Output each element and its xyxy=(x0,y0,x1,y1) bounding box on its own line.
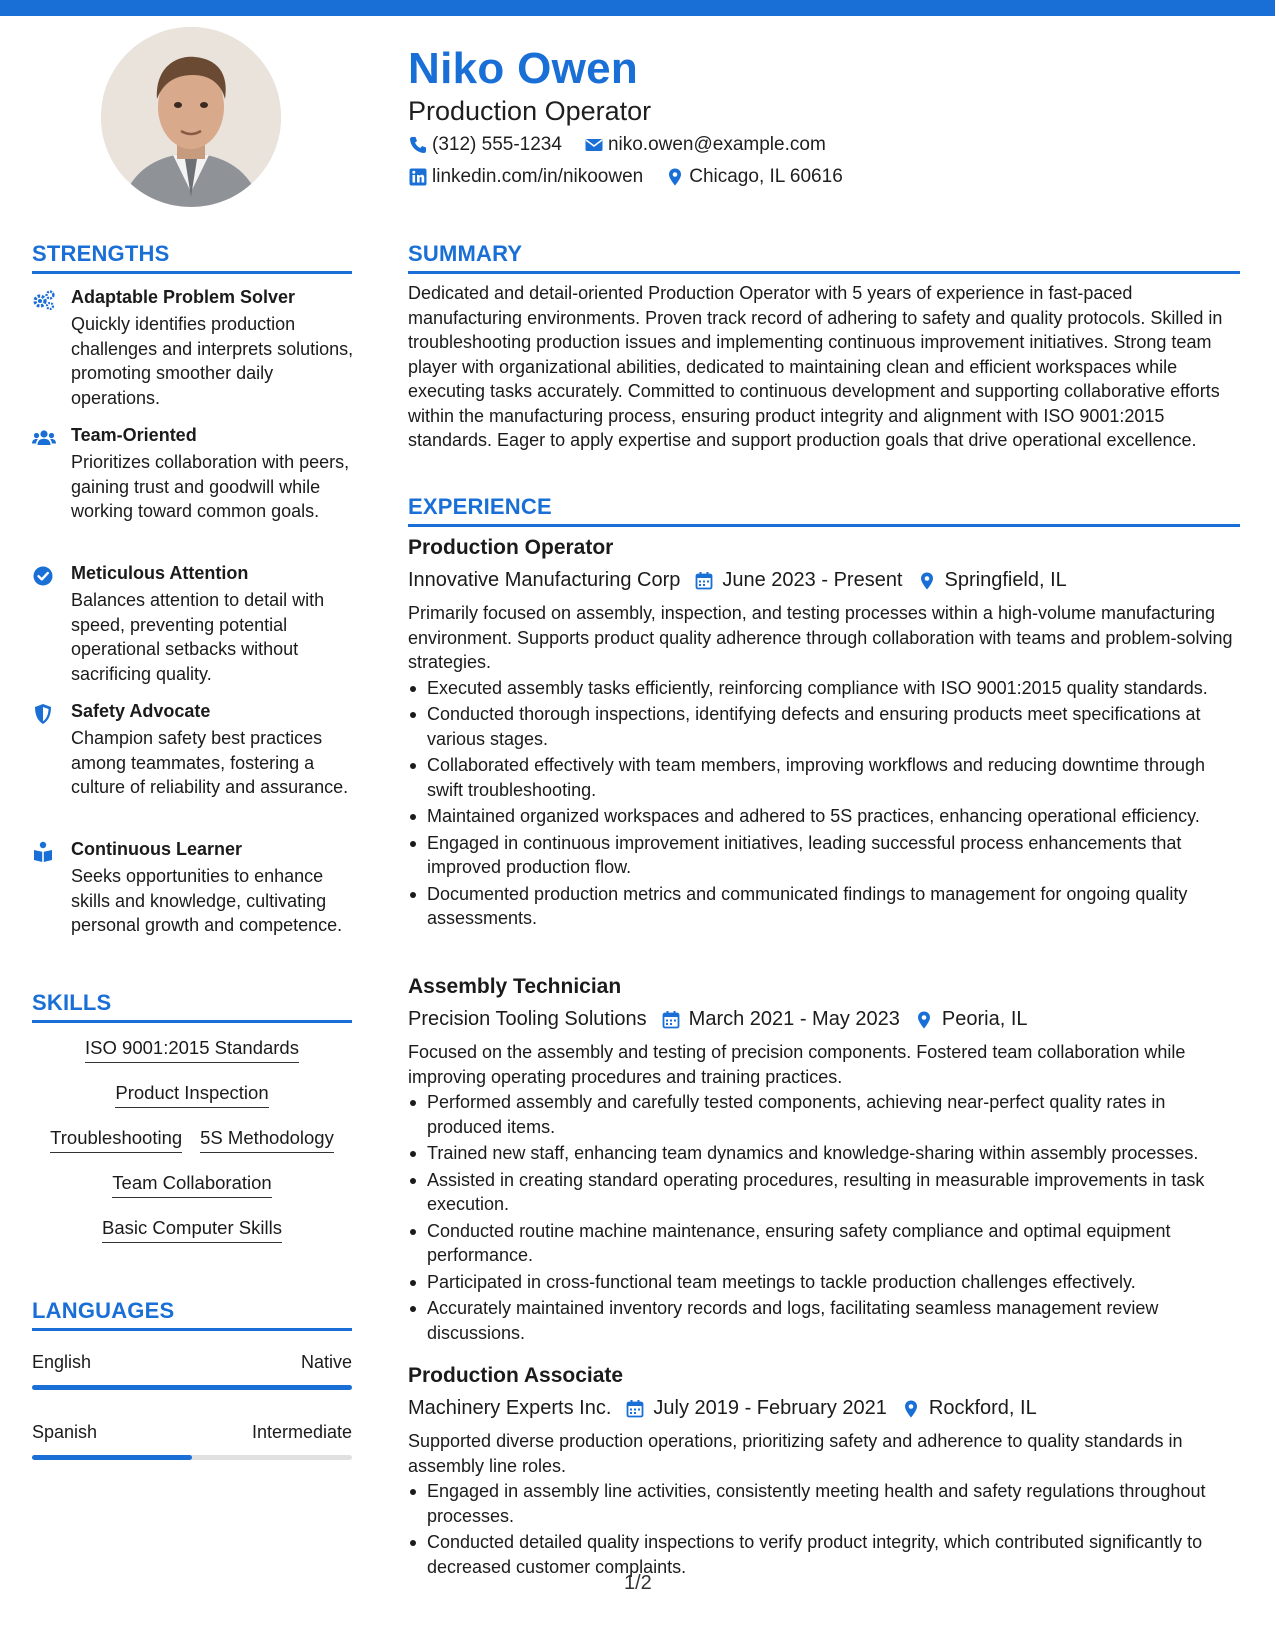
language-item xyxy=(32,1352,352,1390)
job-title: Assembly Technician xyxy=(408,975,622,998)
language-level: Native xyxy=(300,1352,352,1372)
strengths-divider xyxy=(32,271,352,274)
strength-desc: Champion safety best practices among teammates, fostering a culture of reliability and assurance. xyxy=(71,728,349,797)
linkedin-text[interactable]: linkedin.com/in/nikoowen xyxy=(432,166,644,187)
job-description: Focused on the assembly and testing of precision components. Fostered team collaboration while improving operating procedures and training practices. xyxy=(408,1042,1186,1087)
proficiency-bar xyxy=(32,1385,352,1390)
language-level: Intermediate xyxy=(251,1422,352,1442)
job-meta xyxy=(408,1008,1240,1031)
bullet-item: Conducted routine machine maintenance, ensuring safety compliance and optimal equipment performance. xyxy=(408,1219,1240,1268)
bullet-item: Conducted detailed quality inspections to verify product integrity, which contributed significantly to decreased customer complaints. xyxy=(408,1530,1240,1579)
shield-icon xyxy=(32,703,56,725)
summary-text: Dedicated and detail-oriented Production Operator with 5 years of experience in fast-paced manufacturing environments. Proven track record of adhering to safety and quality protocols. Skilled in troubleshooting production issues and implementing continuous improvement initiatives. Strong team player with organizational abilities, dedicated to maintaining clean and efficient workspaces while executing tasks accurately. Committed to continuous development and supporting collaborative efforts within the manufacturing process, ensuring product integrity and alignment with ISO 9001:2015 standards. Eager to apply expertise and support production goals that drive operational excellence. xyxy=(408,283,1223,450)
bullet-item: Maintained organized workspaces and adhered to 5S practices, enhancing operational efficiency. xyxy=(408,804,1240,829)
phone-icon xyxy=(408,135,428,155)
job-entry xyxy=(408,1364,1240,1581)
job-meta xyxy=(408,1397,1240,1420)
skill-tag: Basic Computer Skills xyxy=(102,1216,282,1243)
job-location: Peoria, IL xyxy=(941,1008,1028,1030)
experience-heading: EXPERIENCE xyxy=(408,494,552,519)
skill-tag: ISO 9001:2015 Standards xyxy=(85,1036,299,1063)
job-title: Production Operator xyxy=(408,536,614,559)
bullet-item: Documented production metrics and communicated findings to management for ongoing quality assessments. xyxy=(408,882,1240,931)
job-description: Primarily focused on assembly, inspection, and testing processes within a high-volume manufacturing environment. Supports product quality adherence through collaboration with teams and problem-solving strategies. xyxy=(408,603,1233,672)
strength-desc: Balances attention to detail with speed, preventing potential operational setbacks without sacrificing quality. xyxy=(71,590,325,684)
phone-item xyxy=(408,134,562,156)
contact-row-2 xyxy=(408,166,865,188)
skill-tag: 5S Methodology xyxy=(200,1126,334,1153)
bullet-item: Performed assembly and carefully tested components, achieving near-perfect quality rates in produced items. xyxy=(408,1090,1240,1139)
languages-heading: LANGUAGES xyxy=(32,1298,175,1323)
calendar-icon xyxy=(694,571,714,591)
proficiency-bar xyxy=(32,1455,352,1460)
location-text: Chicago, IL 60616 xyxy=(689,166,843,187)
linkedin-item xyxy=(408,166,643,188)
bullet-item: Executed assembly tasks efficiently, reinforcing compliance with ISO 9001:2015 quality standards. xyxy=(408,676,1240,701)
job-description: Supported diverse production operations, prioritizing safety and adherence to quality standards in assembly line roles. xyxy=(408,1431,1183,1476)
summary-heading: SUMMARY xyxy=(408,241,523,266)
bullet-item: Assisted in creating standard operating procedures, resulting in measurable improvements in task execution. xyxy=(408,1168,1240,1217)
bullet-item: Collaborated effectively with team members, improving workflows and reducing downtime through swift troubleshooting. xyxy=(408,753,1240,802)
strength-desc: Seeks opportunities to enhance skills and knowledge, cultivating personal growth and competence. xyxy=(71,866,343,935)
strength-title: Meticulous Attention xyxy=(71,563,249,583)
skill-tag: Product Inspection xyxy=(115,1081,268,1108)
job-title: Production Associate xyxy=(408,1364,624,1387)
job-entry xyxy=(408,536,1240,933)
location-item xyxy=(665,166,843,188)
skills-list xyxy=(32,1036,352,1261)
job-entry xyxy=(408,975,1240,1347)
map-pin-icon xyxy=(917,571,937,591)
strengths-heading: STRENGTHS xyxy=(32,241,170,266)
users-icon xyxy=(32,427,56,449)
skills-heading: SKILLS xyxy=(32,990,112,1015)
contact-row-1 xyxy=(408,134,848,156)
strength-title: Adaptable Problem Solver xyxy=(71,287,296,307)
phone-text[interactable]: (312) 555-1234 xyxy=(432,134,562,155)
proficiency-fill xyxy=(32,1455,192,1460)
strength-title: Safety Advocate xyxy=(71,701,211,721)
bullet-item: Engaged in continuous improvement initiatives, leading successful process enhancements that improved production flow. xyxy=(408,831,1240,880)
company-name: Machinery Experts Inc. xyxy=(408,1397,612,1419)
strength-desc: Prioritizes collaboration with peers, gaining trust and goodwill while working toward common goals. xyxy=(71,452,350,521)
envelope-icon xyxy=(584,135,604,155)
company-name: Precision Tooling Solutions xyxy=(408,1008,647,1030)
bullet-item: Accurately maintained inventory records and logs, facilitating seamless management review discussions. xyxy=(408,1296,1240,1345)
summary-divider xyxy=(408,271,1240,274)
language-name: Spanish xyxy=(32,1422,98,1442)
map-pin-icon xyxy=(914,1010,934,1030)
bullet-item: Trained new staff, enhancing team dynamics and knowledge-sharing within assembly processes. xyxy=(408,1141,1240,1166)
experience-divider xyxy=(408,524,1240,527)
map-pin-icon xyxy=(901,1399,921,1419)
email-item xyxy=(584,134,826,156)
strength-desc: Quickly identifies production challenges and interprets solutions, promoting smoother daily operations. xyxy=(71,314,354,408)
candidate-name: Niko Owen xyxy=(408,44,639,93)
book-reader-icon xyxy=(32,841,56,863)
job-location: Springfield, IL xyxy=(944,569,1067,591)
job-meta xyxy=(408,569,1240,592)
bullet-item: Engaged in assembly line activities, consistently meeting health and safety regulations throughout processes. xyxy=(408,1479,1240,1528)
candidate-title: Production Operator xyxy=(408,96,652,126)
page-number: 1/2 xyxy=(624,1572,652,1594)
skill-tag: Troubleshooting xyxy=(50,1126,182,1153)
bullet-item: Conducted thorough inspections, identifying defects and ensuring products meet specifications at various stages. xyxy=(408,702,1240,751)
calendar-icon xyxy=(661,1010,681,1030)
language-name: English xyxy=(32,1352,92,1372)
calendar-icon xyxy=(625,1399,645,1419)
strength-title: Continuous Learner xyxy=(71,839,243,859)
gears-icon xyxy=(32,289,56,311)
check-circle-icon xyxy=(32,565,56,587)
job-location: Rockford, IL xyxy=(928,1397,1037,1419)
job-bullets xyxy=(408,1090,1240,1345)
strength-title: Team-Oriented xyxy=(71,425,197,445)
bullet-item: Participated in cross-functional team meetings to tackle production challenges effectively. xyxy=(408,1270,1240,1295)
job-dates: July 2019 - February 2021 xyxy=(653,1397,887,1419)
company-name: Innovative Manufacturing Corp xyxy=(408,569,681,591)
top-accent-bar xyxy=(0,0,1275,16)
email-text[interactable]: niko.owen@example.com xyxy=(607,134,826,155)
map-pin-icon xyxy=(665,167,685,187)
proficiency-fill xyxy=(32,1385,352,1390)
job-dates: June 2023 - Present xyxy=(722,569,903,591)
profile-photo xyxy=(101,27,281,207)
skill-tag: Team Collaboration xyxy=(112,1171,271,1198)
languages-divider xyxy=(32,1328,352,1331)
skills-divider xyxy=(32,1020,352,1023)
language-item xyxy=(32,1422,352,1460)
job-dates: March 2021 - May 2023 xyxy=(688,1008,900,1030)
job-bullets xyxy=(408,1479,1240,1579)
job-bullets xyxy=(408,676,1240,931)
linkedin-icon xyxy=(408,167,428,187)
